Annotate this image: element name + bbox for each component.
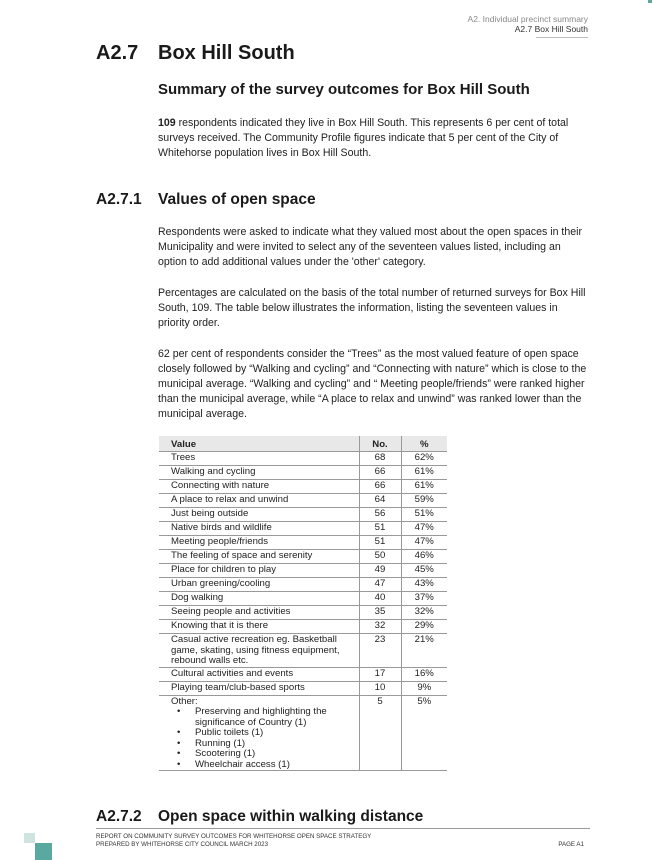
percent-cell: 46%: [401, 550, 447, 564]
count-cell: 66: [359, 480, 401, 494]
values-paragraph-1: Respondents were asked to indicate what they valued most about the open spaces in their Municipality and were invited to select any of the seventeen values listed, including an option to add additional values under the 'other' category.: [158, 226, 583, 268]
values-heading-title: Values of open space: [158, 191, 316, 208]
other-list: [171, 707, 355, 770]
table-row: [159, 466, 447, 480]
list-item: • Running (1): [171, 739, 355, 750]
count-cell: 56: [359, 508, 401, 522]
count-cell: 32: [359, 620, 401, 634]
percent-cell: 16%: [401, 667, 447, 681]
table-row: [159, 480, 447, 494]
list-item: • Preserving and highlighting the significance of Country (1): [171, 707, 355, 728]
corner-mark: [648, 0, 652, 3]
percent-cell: 9%: [401, 681, 447, 695]
table-row: [159, 508, 447, 522]
percent-cell: 47%: [401, 522, 447, 536]
table-row: [159, 592, 447, 606]
table-row: [159, 536, 447, 550]
walking-heading-title: Open space within walking distance: [158, 808, 424, 825]
percent-cell: 47%: [401, 536, 447, 550]
header-divider: [536, 37, 588, 38]
respondent-count: 109: [158, 117, 176, 129]
percent-cell: 61%: [401, 466, 447, 480]
table-row: [159, 564, 447, 578]
percent-cell: 32%: [401, 606, 447, 620]
value-cell: The feeling of space and serenity: [159, 550, 359, 564]
summary-paragraph: [158, 116, 590, 161]
table-row: [159, 606, 447, 620]
footer-prepared-by: PREPARED BY WHITEHORSE CITY COUNCIL MARCH 2023: [96, 840, 269, 848]
values-paragraph-3: 62 per cent of respondents consider the “Trees” as the most valued feature of open space closely followed by “Walking and cycling” and “Connecting with nature” which is close to the municipal average. “Walking and cycling” and “ Meeting people/friends” were ranked higher than the municipal average, while “A place to relax and unwind” was ranked lower than the municipal average.: [158, 348, 587, 420]
value-cell: Connecting with nature: [159, 480, 359, 494]
footer-text: [96, 833, 371, 848]
footer-logo-square-light: [24, 833, 35, 843]
list-item: • Wheelchair access (1): [171, 760, 355, 771]
count-cell: 51: [359, 522, 401, 536]
value-cell: Meeting people/friends: [159, 536, 359, 550]
table-row: [159, 681, 447, 695]
section-number: A2.7: [96, 42, 139, 64]
percent-cell: 62%: [401, 452, 447, 466]
percent-cell: 29%: [401, 620, 447, 634]
value-cell: Native birds and wildlife: [159, 522, 359, 536]
count-cell: 47: [359, 578, 401, 592]
walking-heading-number: A2.7.2: [96, 808, 142, 825]
count-cell: 35: [359, 606, 401, 620]
count-cell: 64: [359, 494, 401, 508]
value-cell: Casual active recreation eg. Basketball game, skating, using fitness equipment, rebound walls etc.: [159, 634, 359, 668]
column-header-no: No.: [359, 436, 401, 452]
percent-cell: 21%: [401, 634, 447, 668]
table-row: [159, 550, 447, 564]
value-cell: A place to relax and unwind: [159, 494, 359, 508]
value-cell: Seeing people and activities: [159, 606, 359, 620]
table-row: [159, 522, 447, 536]
footer-divider: [96, 828, 590, 829]
count-cell: 23: [359, 634, 401, 668]
percent-cell: 37%: [401, 592, 447, 606]
value-cell: Walking and cycling: [159, 466, 359, 480]
count-cell: 5: [359, 695, 401, 771]
value-cell: Trees: [159, 452, 359, 466]
values-table: [159, 436, 447, 771]
table-body: [159, 452, 447, 771]
table-row: [159, 452, 447, 466]
count-cell: 68: [359, 452, 401, 466]
value-cell: Urban greening/cooling: [159, 578, 359, 592]
count-cell: 10: [359, 681, 401, 695]
table-row-other: [159, 695, 447, 771]
list-item: • Public toilets (1): [171, 728, 355, 739]
percent-cell: 43%: [401, 578, 447, 592]
count-cell: 51: [359, 536, 401, 550]
count-cell: 40: [359, 592, 401, 606]
count-cell: 66: [359, 466, 401, 480]
table-row: [159, 494, 447, 508]
header-chapter: A2. Individual precinct summary: [467, 14, 588, 24]
column-header-percent: %: [401, 436, 447, 452]
table-row: [159, 667, 447, 681]
value-cell: Just being outside: [159, 508, 359, 522]
count-cell: 17: [359, 667, 401, 681]
values-paragraph-2: Percentages are calculated on the basis of the total number of returned surveys for Box Hill South, 109. The table below illustrates the information, listing the seventeen values in priority order.: [158, 287, 586, 329]
percent-cell: 5%: [401, 695, 447, 771]
percent-cell: 45%: [401, 564, 447, 578]
table-row: [159, 634, 447, 668]
section-title: Box Hill South: [158, 42, 295, 64]
list-item: • Scootering (1): [171, 749, 355, 760]
other-value-cell: [159, 695, 359, 771]
column-header-value: Value: [159, 436, 359, 452]
walking-heading: [96, 808, 423, 826]
value-cell: Playing team/club-based sports: [159, 681, 359, 695]
other-label: Other:: [171, 695, 198, 707]
table-row: [159, 578, 447, 592]
percent-cell: 59%: [401, 494, 447, 508]
values-heading: [96, 191, 316, 209]
count-cell: 50: [359, 550, 401, 564]
table-header-row: [159, 436, 447, 452]
value-cell: Place for children to play: [159, 564, 359, 578]
summary-heading: Summary of the survey outcomes for Box Hill South: [158, 81, 530, 98]
count-cell: 49: [359, 564, 401, 578]
table-row: [159, 620, 447, 634]
footer-logo-square-teal: [35, 843, 52, 860]
running-header: [468, 14, 588, 34]
value-cell: Knowing that it is there: [159, 620, 359, 634]
percent-cell: 61%: [401, 480, 447, 494]
percent-cell: 51%: [401, 508, 447, 522]
value-cell: Dog walking: [159, 592, 359, 606]
header-section: A2.7 Box Hill South: [514, 24, 588, 34]
footer-report-title: REPORT ON COMMUNITY SURVEY OUTCOMES FOR WHITEHORSE OPEN SPACE STRATEGY: [96, 833, 372, 840]
values-heading-number: A2.7.1: [96, 191, 142, 208]
value-cell: Cultural activities and events: [159, 667, 359, 681]
summary-text: respondents indicated they live in Box Hill South. This represents 6 per cent of total surveys received. The Community Profile figures indicate that 5 per cent of the City of Whitehorse population lives in Box Hill South.: [158, 117, 569, 159]
page-title: [96, 42, 295, 65]
page-number: PAGE A1: [558, 841, 584, 848]
